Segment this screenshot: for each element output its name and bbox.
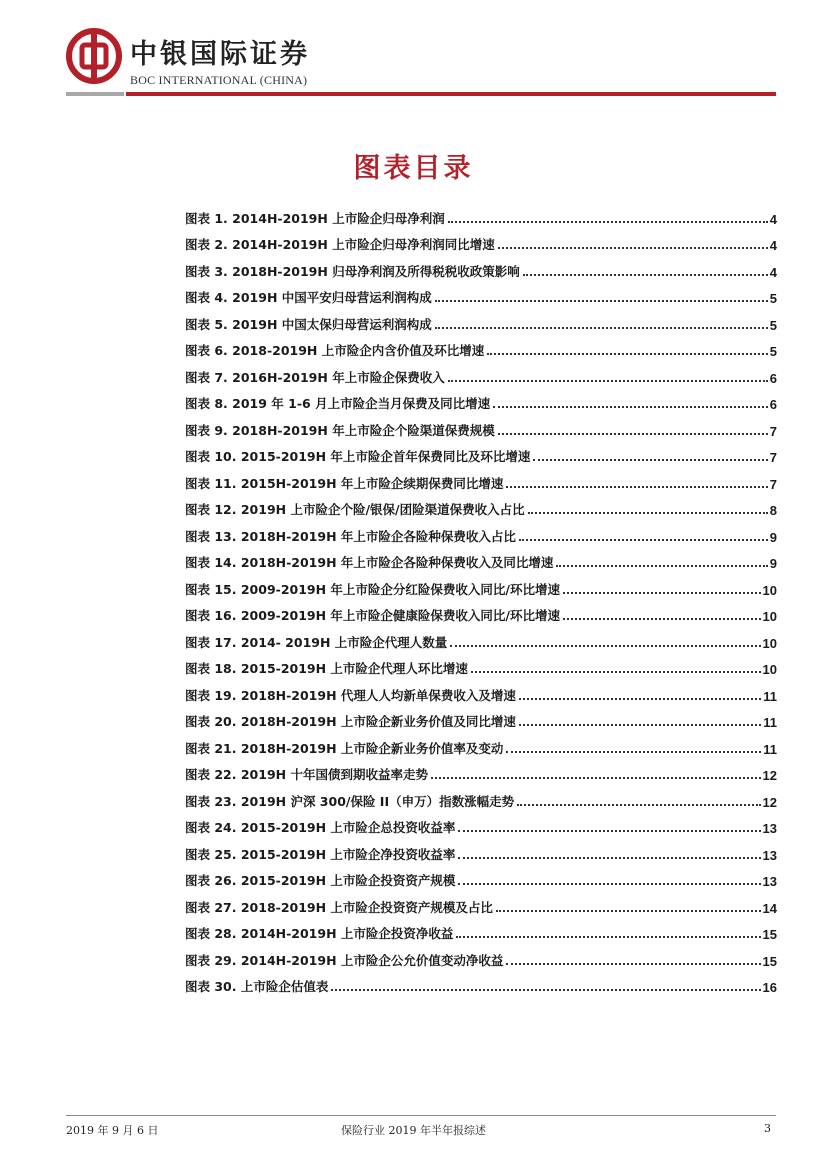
- toc-entry-label[interactable]: 图表 18. 2015-2019H 上市险企代理人环比增速: [185, 661, 468, 676]
- toc-entry-page[interactable]: 13: [762, 874, 777, 889]
- toc-entry-label[interactable]: 图表 16. 2009-2019H 年上市险企健康险保费收入同比/环比增速: [185, 608, 560, 623]
- toc-entry-label[interactable]: 图表 22. 2019H 十年国债到期收益率走势: [185, 767, 428, 782]
- toc-entry-label[interactable]: 图表 30. 上市险企估值表: [185, 979, 329, 994]
- toc-leader-dots: [458, 820, 760, 832]
- toc-entry-label[interactable]: 图表 6. 2018-2019H 上市险企内含价值及环比增速: [185, 343, 485, 358]
- toc-leader-dots: [487, 343, 768, 355]
- toc-entry-label[interactable]: 图表 13. 2018H-2019H 年上市险企各险种保费收入占比: [185, 528, 516, 544]
- header: [66, 28, 776, 98]
- toc-entry[interactable]: [185, 889, 777, 916]
- toc-entry-label[interactable]: 图表 20. 2018H-2019H 上市险企新业务价值及同比增速: [185, 714, 516, 729]
- toc-leader-dots: [528, 502, 768, 514]
- toc-entry-label[interactable]: 图表 7. 2016H-2019H 年上市险企保费收入: [185, 369, 445, 385]
- toc-entry-page[interactable]: 8: [769, 503, 777, 518]
- toc-leader-dots: [498, 423, 768, 435]
- toc-entry-label[interactable]: 图表 2. 2014H-2019H 上市险企归母净利润同比增速: [185, 237, 495, 252]
- footer-rule: [66, 1115, 776, 1116]
- toc-entry[interactable]: [185, 465, 777, 492]
- footer-date: 2019 年 9 月 6 日: [66, 1124, 159, 1137]
- toc-entry-label[interactable]: 图表 14. 2018H-2019H 年上市险企各险种保费收入及同比增速: [185, 555, 554, 570]
- toc-entry[interactable]: [185, 810, 777, 837]
- toc-entry[interactable]: [185, 227, 777, 254]
- toc-entry-page[interactable]: 9: [769, 529, 777, 545]
- toc-entry[interactable]: [185, 836, 777, 863]
- toc-entry-label[interactable]: 图表 10. 2015-2019H 年上市险企首年保费同比及环比增速: [185, 449, 531, 464]
- toc-entry[interactable]: [185, 730, 777, 757]
- toc-entry-label[interactable]: 图表 12. 2019H 上市险企个险/银保/团险渠道保费收入占比: [185, 502, 525, 517]
- toc-entry-page[interactable]: 6: [769, 370, 777, 386]
- toc-entry[interactable]: [185, 783, 777, 810]
- toc-entry-page[interactable]: 15: [762, 953, 777, 969]
- toc-leader-dots: [458, 847, 760, 859]
- toc-entry[interactable]: [185, 518, 777, 545]
- toc-entry-page[interactable]: 5: [769, 291, 777, 306]
- toc-entry[interactable]: [185, 200, 777, 227]
- toc-list: [185, 200, 777, 995]
- toc-leader-dots: [506, 741, 761, 753]
- toc-leader-dots: [450, 635, 760, 647]
- toc-leader-dots: [556, 555, 767, 567]
- toc-leader-dots: [448, 211, 768, 223]
- toc-entry-label[interactable]: 图表 28. 2014H-2019H 上市险企投资净收益: [185, 926, 454, 941]
- toc-entry[interactable]: [185, 624, 777, 651]
- toc-leader-dots: [471, 661, 761, 673]
- toc-leader-dots: [448, 370, 768, 382]
- toc-entry-page[interactable]: 11: [763, 688, 777, 704]
- toc-entry-page[interactable]: 6: [769, 397, 777, 412]
- toc-leader-dots: [456, 926, 760, 938]
- toc-leader-dots: [458, 873, 760, 885]
- toc-entry[interactable]: [185, 969, 777, 996]
- toc-entry-page[interactable]: 16: [762, 980, 777, 995]
- toc-entry[interactable]: [185, 545, 777, 572]
- toc-entry[interactable]: [185, 386, 777, 413]
- toc-entry-label[interactable]: 图表 11. 2015H-2019H 年上市险企续期保费同比增速: [185, 475, 504, 491]
- toc-leader-dots: [435, 290, 768, 302]
- toc-entry[interactable]: [185, 280, 777, 307]
- toc-entry-page[interactable]: 9: [769, 556, 777, 571]
- toc-entry-page[interactable]: 13: [762, 847, 777, 863]
- toc-entry-label[interactable]: 图表 5. 2019H 中国太保归母营运利润构成: [185, 316, 432, 332]
- toc-leader-dots: [498, 237, 768, 249]
- toc-leader-dots: [493, 396, 768, 408]
- toc-entry-page[interactable]: 15: [762, 927, 777, 942]
- toc-entry-label[interactable]: 图表 25. 2015-2019H 上市险企净投资收益率: [185, 846, 456, 862]
- toc-entry-label[interactable]: 图表 9. 2018H-2019H 年上市险企个险渠道保费规模: [185, 422, 495, 438]
- toc-entry[interactable]: [185, 253, 777, 280]
- toc-entry-page[interactable]: 4: [769, 264, 777, 280]
- toc-entry-label[interactable]: 图表 21. 2018H-2019H 上市险企新业务价值率及变动: [185, 740, 504, 756]
- toc-entry-label[interactable]: 图表 8. 2019 年 1-6 月上市险企当月保费及同比增速: [185, 396, 491, 411]
- toc-entry-page[interactable]: 11: [763, 741, 777, 757]
- footer-page-number: 3: [764, 1122, 771, 1135]
- toc-entry[interactable]: [185, 942, 777, 969]
- toc-entry-page[interactable]: 10: [762, 582, 777, 598]
- toc-entry-label[interactable]: 图表 4. 2019H 中国平安归母营运利润构成: [185, 290, 432, 305]
- toc-entry-label[interactable]: 图表 15. 2009-2019H 年上市险企分红险保费收入同比/环比增速: [185, 581, 560, 597]
- toc-leader-dots: [431, 767, 761, 779]
- toc-entry[interactable]: [185, 492, 777, 519]
- header-rule-red: [126, 92, 776, 96]
- toc-entry-page[interactable]: 11: [763, 715, 777, 730]
- toc-leader-dots: [563, 582, 761, 594]
- toc-leader-dots: [506, 953, 760, 965]
- brand-name-cn: 中银国际证券: [130, 39, 310, 70]
- toc-entry[interactable]: [185, 677, 777, 704]
- toc-entry-page[interactable]: 12: [762, 768, 777, 783]
- toc-entry-page[interactable]: 7: [769, 450, 777, 465]
- toc-entry[interactable]: [185, 916, 777, 943]
- toc-entry-label[interactable]: 图表 19. 2018H-2019H 代理人人均新单保费收入及增速: [185, 687, 516, 703]
- toc-entry[interactable]: [185, 863, 777, 890]
- toc-leader-dots: [506, 476, 767, 488]
- toc-entry-page[interactable]: 10: [762, 609, 777, 624]
- toc-entry[interactable]: [185, 757, 777, 784]
- toc-leader-dots: [563, 608, 761, 620]
- toc-leader-dots: [523, 264, 768, 276]
- boc-logo-icon: [66, 28, 122, 84]
- toc-entry-label[interactable]: 图表 27. 2018-2019H 上市险企投资资产规模及占比: [185, 899, 493, 915]
- toc-entry[interactable]: [185, 651, 777, 678]
- toc-entry[interactable]: [185, 439, 777, 466]
- toc-leader-dots: [496, 900, 761, 912]
- toc-entry[interactable]: [185, 359, 777, 386]
- toc-entry-page[interactable]: 5: [769, 344, 777, 359]
- toc-entry-label[interactable]: 图表 3. 2018H-2019H 归母净利润及所得税税收政策影响: [185, 263, 520, 279]
- toc-leader-dots: [519, 714, 761, 726]
- brand-name-en: BOC INTERNATIONAL (CHINA): [130, 73, 308, 87]
- footer-report-title: 保险行业 2019 年半年报综述: [341, 1124, 486, 1137]
- toc-entry[interactable]: [185, 571, 777, 598]
- toc-entry-page[interactable]: 7: [769, 476, 777, 492]
- toc-entry-page[interactable]: 4: [769, 211, 777, 227]
- toc-leader-dots: [533, 449, 767, 461]
- toc-entry-page[interactable]: 13: [762, 821, 777, 836]
- toc-entry-page[interactable]: 10: [762, 662, 777, 677]
- toc-leader-dots: [519, 688, 761, 700]
- toc-entry-label[interactable]: 图表 24. 2015-2019H 上市险企总投资收益率: [185, 820, 456, 835]
- toc-entry-label[interactable]: 图表 17. 2014- 2019H 上市险企代理人数量: [185, 634, 448, 650]
- toc-entry-label[interactable]: 图表 29. 2014H-2019H 上市险企公允价值变动净收益: [185, 952, 504, 968]
- toc-title: 图表目录: [353, 153, 474, 184]
- toc-entry-page[interactable]: 7: [769, 423, 777, 439]
- toc-entry-page[interactable]: 10: [762, 635, 777, 651]
- toc-leader-dots: [519, 529, 768, 541]
- toc-leader-dots: [517, 794, 760, 806]
- toc-entry-page[interactable]: 12: [762, 794, 777, 810]
- toc-leader-dots: [331, 979, 760, 991]
- toc-entry-page[interactable]: 14: [762, 900, 777, 916]
- toc-entry[interactable]: [185, 412, 777, 439]
- toc-entry[interactable]: [185, 598, 777, 625]
- toc-entry-page[interactable]: 4: [769, 238, 777, 253]
- header-rule-grey: [66, 92, 124, 96]
- toc-leader-dots: [435, 317, 768, 329]
- toc-entry-label[interactable]: 图表 26. 2015-2019H 上市险企投资资产规模: [185, 873, 456, 888]
- toc-entry[interactable]: [185, 333, 777, 360]
- toc-entry[interactable]: [185, 704, 777, 731]
- toc-entry-label[interactable]: 图表 1. 2014H-2019H 上市险企归母净利润: [185, 210, 445, 226]
- toc-entry-label[interactable]: 图表 23. 2019H 沪深 300/保险 II（申万）指数涨幅走势: [185, 793, 515, 809]
- toc-entry-page[interactable]: 5: [769, 317, 777, 333]
- toc-entry[interactable]: [185, 306, 777, 333]
